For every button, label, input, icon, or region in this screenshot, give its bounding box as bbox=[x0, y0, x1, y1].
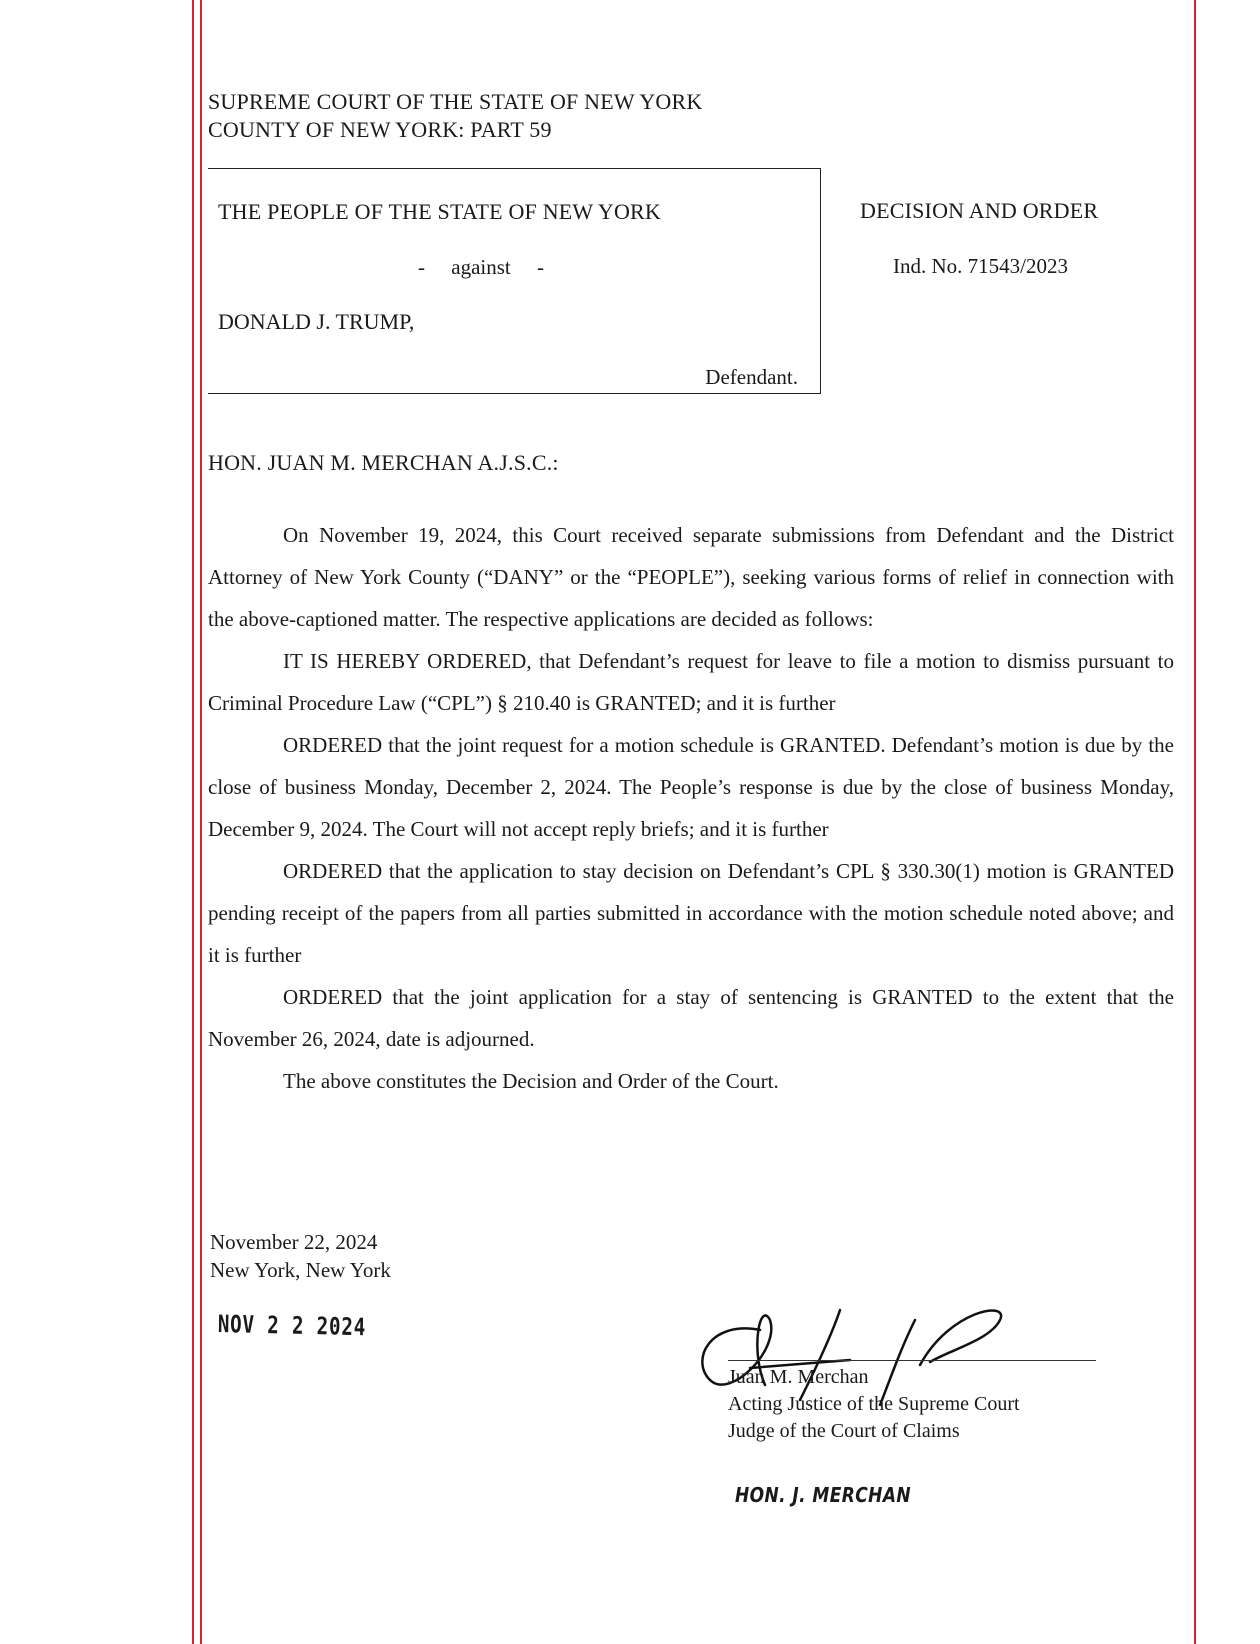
signature-line bbox=[728, 1360, 1096, 1361]
paragraph: ORDERED that the application to stay decision on Defendant’s CPL § 330.30(1) motion is GRANTED pending receipt of the papers from all parties submitted in accordance with the motion schedule noted above; and it is further bbox=[208, 859, 1174, 967]
signature-block bbox=[728, 1364, 1020, 1445]
dated-block bbox=[210, 1228, 391, 1284]
court-county-part: COUNTY OF NEW YORK: PART 59 bbox=[208, 117, 552, 142]
signer-title-2: Judge of the Court of Claims bbox=[728, 1420, 960, 1442]
paragraph: The above constitutes the Decision and Order of the Court. bbox=[283, 1069, 779, 1093]
judge-heading: HON. JUAN M. MERCHAN A.J.S.C.: bbox=[208, 450, 559, 475]
paragraph: ORDERED that the joint request for a motion schedule is GRANTED. Defendant’s motion is due by the close of business Monday, December 2, 2024. The People’s response is due by the close of business Monday, December 9, 2024. The Court will not accept reply briefs; and it is further bbox=[208, 733, 1174, 841]
right-margin-rule bbox=[1194, 0, 1196, 1644]
signer-name: Juan M. Merchan bbox=[728, 1366, 869, 1388]
dated-place: New York, New York bbox=[210, 1258, 391, 1282]
caption-against: - against - bbox=[418, 255, 544, 279]
signer-title: Acting Justice of the Supreme Court bbox=[728, 1393, 1020, 1415]
order-body bbox=[208, 514, 1174, 1102]
court-name: SUPREME COURT OF THE STATE OF NEW YORK bbox=[208, 89, 703, 114]
left-margin-rule-inner bbox=[200, 0, 202, 1644]
index-number: Ind. No. 71543/2023 bbox=[893, 254, 1068, 278]
caption-defendant-label: Defendant. bbox=[705, 365, 798, 389]
paragraph: On November 19, 2024, this Court received separate submissions from Defendant and the District Attorney of New York County (“DANY” or the “PEOPLE”), seeking various forms of relief in connection with the above-captioned matter. The respective applications are decided as follows: bbox=[208, 523, 1174, 631]
case-caption bbox=[208, 168, 821, 394]
caption-defendant-name: DONALD J. TRUMP, bbox=[218, 309, 415, 334]
caption-plaintiff: THE PEOPLE OF THE STATE OF NEW YORK bbox=[218, 199, 662, 224]
dated-date: November 22, 2024 bbox=[210, 1230, 378, 1254]
document-title: DECISION AND ORDER bbox=[860, 198, 1099, 223]
court-heading bbox=[208, 88, 702, 144]
judge-name-stamp: HON. J. MERCHAN bbox=[735, 1483, 912, 1507]
filing-date-stamp: NOV 2 2 2024 bbox=[217, 1310, 367, 1342]
paragraph: IT IS HEREBY ORDERED, that Defendant’s request for leave to file a motion to dismiss pursuant to Criminal Procedure Law (“CPL”) § 210.40 is GRANTED; and it is further bbox=[208, 649, 1174, 715]
paragraph: ORDERED that the joint application for a stay of sentencing is GRANTED to the extent that the November 26, 2024, date is adjourned. bbox=[208, 985, 1174, 1051]
left-margin-rule bbox=[192, 0, 194, 1644]
